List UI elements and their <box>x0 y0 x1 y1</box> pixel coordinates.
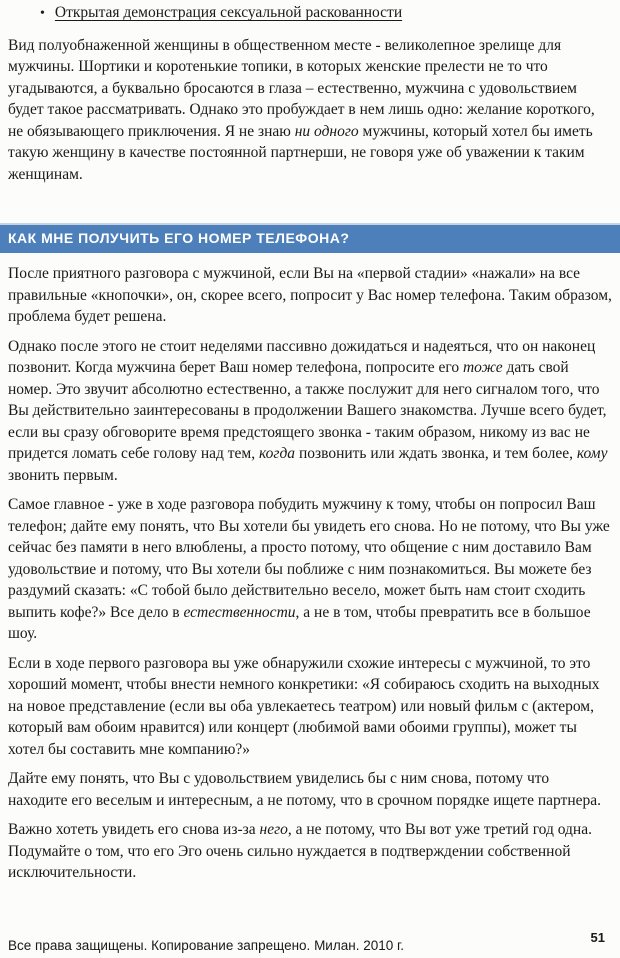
bullet-list-item <box>0 0 620 25</box>
bullet-heading-text: Открытая демонстрация сексуальной раскованности <box>54 4 403 21</box>
page-number: 51 <box>590 930 605 945</box>
body-paragraph: Если в ходе первого разговора вы уже обнаружили схожие интересы с мужчиной, то это хороший момент, чтобы внести немного конкретики: «Я собираюсь сходить на выходных на новое представление (если вы оба увлекаетесь театром) или новый фильм с (актером, который вам обоим нравится) или концерт (любимой вами обоими группы), может ты хотел бы составить мне компанию?» <box>8 654 600 758</box>
body-paragraph: После приятного разговора с мужчиной, если Вы на «первой стадии» «нажали» на все правильные «кнопочки», он, скорее всего, попросит у Вас номер телефона. Таким образом, проблема будет решена. <box>8 265 612 325</box>
body-paragraph: Однако после этого не стоит неделями пассивно дожидаться и надеяться, что он наконец позвонит. Когда мужчина берет Ваш номер телефона, попросите его тоже дать свой номер. Это звучит абсолютно естественно, а также послужит для него сигналом того, что Вы действительно заинтересованы в продолжении Вашего знакомства. Лучше всего будет, если вы сразу обговорите время предстоящего звонка - таким образом, никому из вас не придется ломать себе голову над тем, когда позвонить или ждать звонка, и тем более, кому звонить первым. <box>8 337 608 484</box>
body-paragraph: Дайте ему понять, что Вы с удовольствием увиделись бы с ним снова, потому что находите его веселым и интересным, а не потому, что в срочном порядке ищете партнера. <box>8 770 602 809</box>
body-paragraph: Важно хотеть увидеть его снова из-за него, а не потому, что Вы вот уже третий год одна. Подумайте о том, что его Эго очень сильно нуждается в подтверждении собственной исключительности. <box>8 821 592 881</box>
bullet-marker: • <box>40 6 45 21</box>
section-header-bar <box>0 223 620 253</box>
body-paragraph: Самое главное - уже в ходе разговора побудить мужчину к тому, чтобы он попросил Ваш телефон; дайте ему понять, что Вы хотели бы увидеть его снова. Но не потому, что Вы уже сейчас без памяти в него влюблены, а просто потому, что общение с ним доставило Вам удовольствие и потому, что Вы хотели бы поближе с ним познакомиться. Вы можете без раздумий сказать: «С тобой было действительно весело, может быть нам стоит сходить выпить кофе?» Все дело в естественности, а не в том, чтобы превратить все в большое шоу. <box>8 496 610 642</box>
footer-copyright: Все права защищены. Копирование запрещено. Милан. 2010 г. <box>8 938 405 953</box>
section-header-title: КАК МНЕ ПОЛУЧИТЬ ЕГО НОМЕР ТЕЛЕФОНА? <box>8 230 350 247</box>
intro-paragraph: Вид полуобнаженной женщины в общественном месте - великолепное зрелище для мужчины. Шортики и коротенькие топики, в которых женские прелести не то что угадываются, а буквально бросаются в глаза – естественно, мужчина с удовольствием будет такое рассматривать. Однако это пробуждает в нем лишь одно: желание короткого, не обязывающего приключения. Я не знаю ни одного мужчины, который хотел бы иметь такую женщину в качестве постоянной партнерши, не говоря уже об уважении к таким женщинам. <box>8 36 595 183</box>
main-paragraphs <box>0 263 620 884</box>
